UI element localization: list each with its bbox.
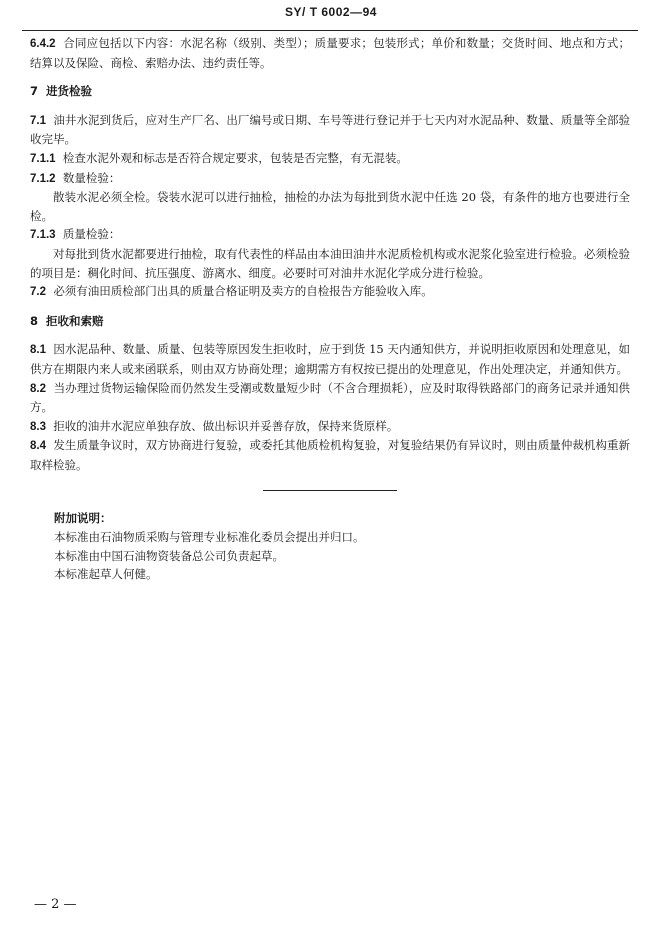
section-heading: [30, 82, 630, 101]
spacer: [30, 72, 630, 82]
clause: [30, 436, 630, 474]
clause-text: 质量检验：: [62, 227, 121, 242]
document-body: [30, 34, 630, 584]
clause-number: 8.3: [30, 420, 46, 433]
clause-text: 发生质量争议时，双方协商进行复验，或委托其他质检机构复验，对复验结果仍有异议时，则由质量仲裁机构重新取样检验。: [30, 438, 631, 472]
clause-text: 当办理过货物运输保险而仍然发生受潮或数量短少时（不含合理损耗），应及时取得铁路部门的商务记录并通知供方。: [30, 380, 630, 415]
additional-notes: [30, 509, 630, 583]
clause-number: 7.2: [30, 286, 46, 299]
clause-text: 因水泥品种、数量、质量、包装等原因发生拒收时，应于到货 15 天内通知供方，并说明拒收原因和处理意见，如供方在期限内来人或来函联系，则由双方协商处理；逾期需方有权按已提出的处理意见，作出处理决定，并通知供方。: [30, 342, 630, 376]
clause-number: 8.2: [30, 382, 46, 395]
clause-number: 8.4: [30, 440, 46, 453]
clause: [30, 225, 630, 245]
clause-number: 8.1: [30, 344, 46, 357]
spacer: [30, 101, 630, 111]
standard-code-header: SY/ T 6002—94: [285, 5, 377, 19]
section-title: 进货检验: [46, 84, 93, 99]
notes-line: 本标准由中国石油物资装备总公司负责起草。: [54, 548, 284, 563]
page-number: — 2 —: [34, 897, 77, 912]
clause-text: 合同应包括以下内容：水泥名称（级别、类型）；质量要求；包装形式；单价和数量；交货时间、地点和方式；结算以及保险、商检、索赔办法、违约责任等。: [30, 36, 630, 70]
section-number: 8: [30, 313, 39, 328]
spacer: [30, 302, 630, 312]
clause-body: 对每批到货水泥都要进行抽检，取有代表性的样品由本油田油井水泥质检机构或水泥浆化验室进行检验。必须检验的项目是：稠化时间、抗压强度、游离水、细度。必要时可对油井水泥化学成分进行检验。: [30, 246, 630, 280]
section-heading: [30, 312, 630, 331]
clause: [30, 417, 630, 437]
clause: [30, 379, 630, 417]
clause: [30, 340, 630, 378]
clause-number: 7.1: [30, 114, 46, 127]
clause-text: 必须有油田质检部门出具的质量合格证明及卖方的自检报告方能验收入库。: [53, 284, 433, 299]
notes-title: 附加说明：: [54, 511, 112, 526]
clause-number: 6.4.2: [30, 38, 56, 50]
notes-line: 本标准起草人何健。: [54, 567, 158, 582]
clause: [30, 149, 630, 169]
header-rule: [22, 30, 638, 31]
clause: [30, 111, 630, 149]
clause: [30, 34, 630, 72]
spacer: [30, 330, 630, 340]
clause: [30, 169, 630, 189]
clause-text: 拒收的油井水泥应单独存放、做出标识并妥善存放，保持来货原样。: [53, 418, 399, 433]
clause-text: 数量检验：: [62, 170, 121, 185]
clause: [30, 282, 630, 302]
clause-number: 7.1.2: [30, 172, 56, 185]
clause-number: 7.1.3: [30, 229, 56, 242]
clause-text: 检查水泥外观和标志是否符合规定要求，包装是否完整，有无混装。: [62, 150, 408, 165]
clause-number: 7.1.1: [30, 152, 56, 165]
section-number: 7: [30, 84, 39, 99]
end-rule: [263, 490, 397, 491]
clause-text: 油井水泥到货后，应对生产厂名、出厂编号或日期、车号等进行登记并于七天内对水泥品种、数量、质量等全部验收完毕。: [30, 112, 631, 147]
clause-body: 散装水泥必须全检。袋装水泥可以进行抽检，抽检的办法为每批到货水泥中任选 20 袋，有条件的地方也要进行全检。: [30, 190, 630, 223]
section-title: 拒收和索赔: [46, 313, 104, 328]
notes-line: 本标准由石油物质采购与管理专业标准化委员会提出并归口。: [54, 530, 365, 545]
